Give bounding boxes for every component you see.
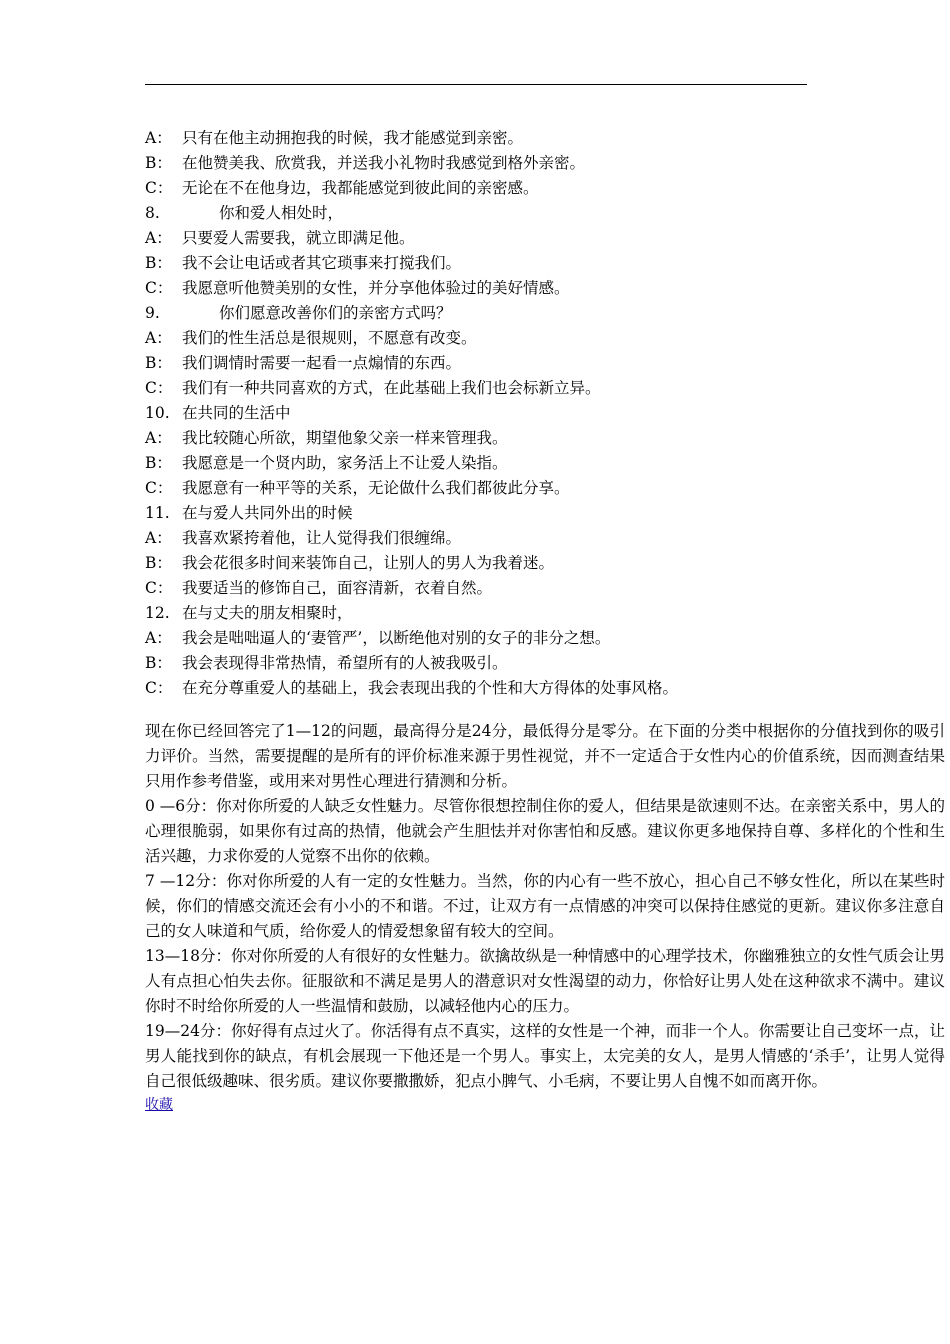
option-text: 在他赞美我、欣赏我，并送我小礼物时我感觉到格外亲密。: [182, 154, 586, 172]
question-line: [145, 501, 807, 526]
option-label: C：: [145, 379, 173, 397]
option-line: [145, 376, 807, 401]
option-line: [145, 151, 807, 176]
option-label: B：: [145, 354, 172, 372]
option-line: [145, 676, 807, 701]
option-text: 我们有一种共同喜欢的方式，在此基础上我们也会标新立异。: [182, 379, 601, 397]
question-text: 在与丈夫的朋友相聚时，: [182, 604, 353, 622]
option-text: 我愿意是一个贤内助，家务活上不让爱人染指。: [182, 454, 508, 472]
option-text: 我比较随心所欲，期望他象父亲一样来管理我。: [182, 429, 508, 447]
option-text: 我们的性生活总是很规则，不愿意有改变。: [182, 329, 477, 347]
option-text: 只有在他主动拥抱我的时候，我才能感觉到亲密。: [182, 129, 524, 147]
option-line: [145, 251, 807, 276]
option-label: A：: [145, 529, 172, 547]
option-label: A：: [145, 429, 172, 447]
option-label: A：: [145, 229, 172, 247]
question-text: 你们愿意改善你们的亲密方式吗？: [219, 304, 452, 322]
option-line: [145, 126, 807, 151]
option-label: B：: [145, 154, 172, 172]
option-label: A：: [145, 329, 172, 347]
option-label: B：: [145, 254, 172, 272]
option-text: 我不会让电话或者其它琐事来打搅我们。: [182, 254, 462, 272]
option-line: [145, 526, 807, 551]
option-line: [145, 226, 807, 251]
summary-intro: 现在你已经回答完了1—12的问题，最高得分是24分，最低得分是零分。在下面的分类中根据你的分值找到你的吸引力评价。当然，需要提醒的是所有的评价标准来源于男性视觉，并不一定适合于女性内心的价值系统，因而测查结果只用作参考借鉴，或用来对男性心理进行猜测和分析。: [145, 722, 945, 790]
option-text: 无论在不在他身边，我都能感觉到彼此间的亲密感。: [182, 179, 539, 197]
score-range-7-12: 7 —12分：你对你所爱的人有一定的女性魅力。当然，你的内心有一些不放心，担心自己不够女性化，所以在某些时候，你们的情感交流还会有小小的不和谐。不过，让双方有一点情感的冲突可以保持住感觉的更新。建议你多注意自己的女人味道和气质，给你爱人的情爱想象留有较大的空间。: [145, 872, 945, 940]
option-label: C：: [145, 679, 173, 697]
question-options-list: [145, 126, 807, 701]
option-line: [145, 176, 807, 201]
option-text: 我要适当的修饰自己，面容清新，衣着自然。: [182, 579, 493, 597]
question-line: [145, 601, 807, 626]
option-text: 我会表现得非常热情，希望所有的人被我吸引。: [182, 654, 508, 672]
option-label: A：: [145, 129, 172, 147]
question-number: 11.: [145, 504, 170, 522]
option-text: 我会是咄咄逼人的‘妻管严’，以断绝他对别的女子的非分之想。: [182, 629, 611, 647]
option-label: C：: [145, 579, 173, 597]
option-label: C：: [145, 179, 173, 197]
option-line: [145, 626, 807, 651]
question-text: 你和爱人相处时，: [219, 204, 344, 222]
question-line: [145, 401, 807, 426]
option-text: 我愿意有一种平等的关系，无论做什么我们都彼此分享。: [182, 479, 570, 497]
collect-link[interactable]: 收藏: [145, 1097, 173, 1113]
score-range-13-18: 13—18分：你对你所爱的人有很好的女性魅力。欲擒故纵是一种情感中的心理学技术，你幽雅独立的女性气质会让男人有点担心怕失去你。征服欲和不满足是男人的潜意识对女性渴望的动力，你恰好让男人处在这种欲求不满中。建议你时不时给你所爱的人一些温情和鼓励，以减轻他内心的压力。: [145, 947, 945, 1015]
score-range-19-24: 19—24分：你好得有点过火了。你活得有点不真实，这样的女性是一个神，而非一个人。你需要让自己变坏一点，让男人能找到你的缺点，有机会展现一下他还是一个男人。事实上，太完美的女人，是男人情感的‘杀手’，让男人觉得自己很低级趣味、很劣质。建议你要撒撒娇，犯点小脾气、小毛病，不要让男人自愧不如而离开你。: [145, 1022, 945, 1090]
option-label: C：: [145, 479, 173, 497]
option-line: [145, 426, 807, 451]
score-summary: [145, 719, 945, 1094]
option-line: [145, 276, 807, 301]
option-label: B：: [145, 654, 172, 672]
question-line: [145, 201, 807, 226]
option-line: [145, 476, 807, 501]
question-number: 12.: [145, 604, 170, 622]
option-text: 我们调情时需要一起看一点煽情的东西。: [182, 354, 462, 372]
option-text: 我喜欢紧挎着他，让人觉得我们很缠绵。: [182, 529, 462, 547]
option-label: B：: [145, 454, 172, 472]
option-line: [145, 551, 807, 576]
option-label: A：: [145, 629, 172, 647]
score-range-0-6: 0 —6分：你对你所爱的人缺乏女性魅力。尽管你很想控制住你的爱人，但结果是欲速则不达。在亲密关系中，男人的心理很脆弱，如果你有过高的热情，他就会产生胆怯并对你害怕和反感。建议你更多地保持自尊、多样化的个性和生活兴趣，力求你爱的人觉察不出你的依赖。: [145, 797, 945, 865]
question-line: [145, 301, 807, 326]
option-line: [145, 651, 807, 676]
option-text: 只要爱人需要我，就立即满足他。: [182, 229, 415, 247]
question-number: 8.: [145, 204, 160, 222]
option-label: C：: [145, 279, 173, 297]
option-line: [145, 451, 807, 476]
question-text: 在共同的生活中: [182, 404, 291, 422]
option-text: 在充分尊重爱人的基础上，我会表现出我的个性和大方得体的处事风格。: [182, 679, 679, 697]
option-text: 我会花很多时间来装饰自己，让别人的男人为我着迷。: [182, 554, 555, 572]
question-text: 在与爱人共同外出的时候: [182, 504, 353, 522]
option-line: [145, 576, 807, 601]
option-label: B：: [145, 554, 172, 572]
header-rule: [145, 84, 807, 85]
option-line: [145, 351, 807, 376]
question-number: 10.: [145, 404, 170, 422]
option-line: [145, 326, 807, 351]
question-number: 9.: [145, 304, 160, 322]
option-text: 我愿意听他赞美别的女性，并分享他体验过的美好情感。: [182, 279, 570, 297]
